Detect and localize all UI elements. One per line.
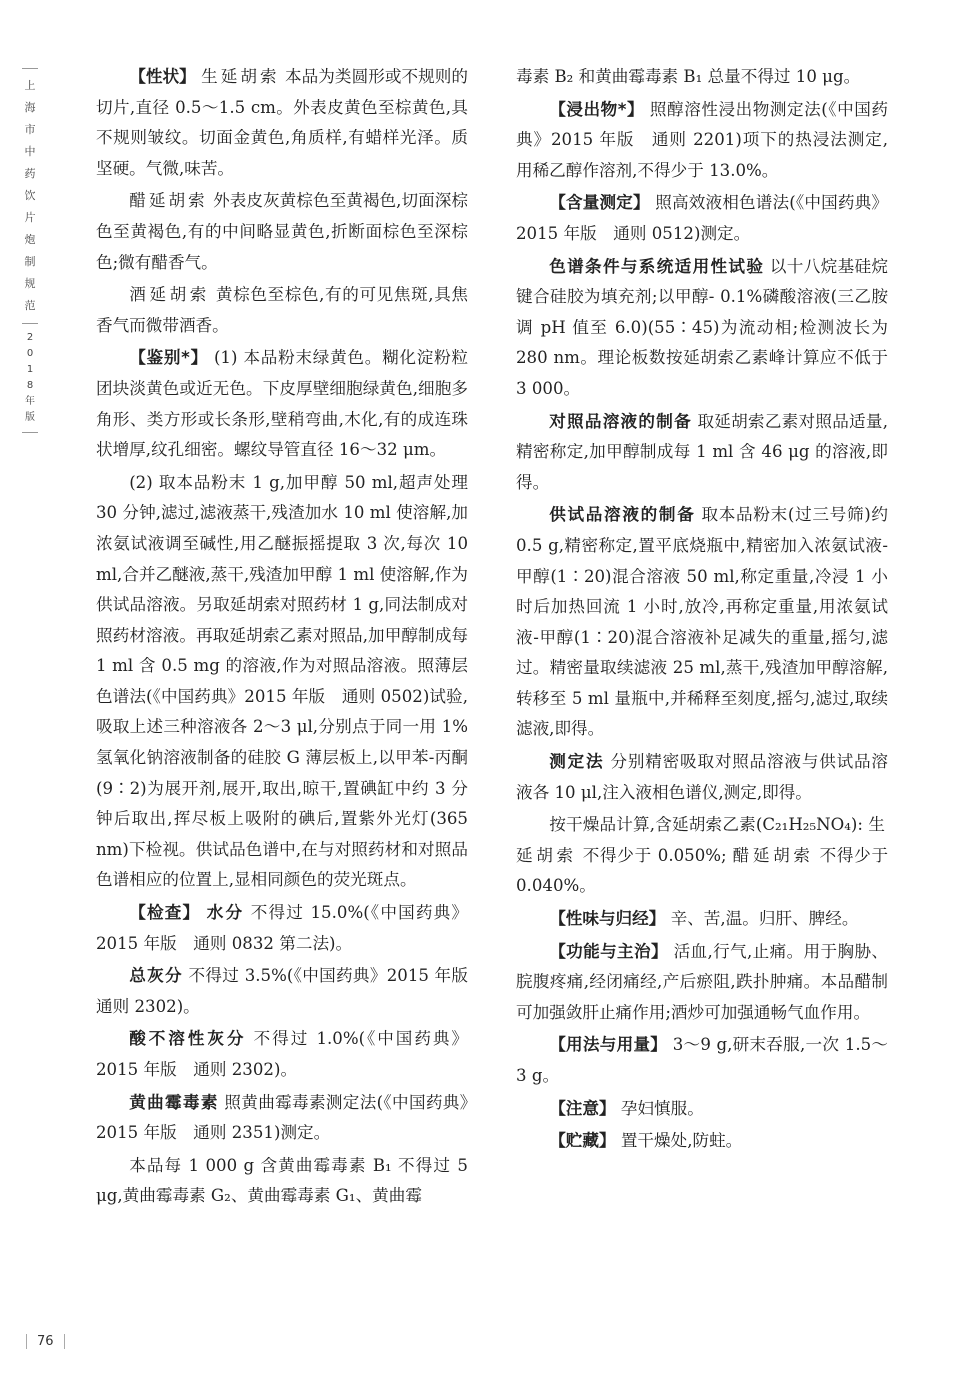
paragraph-shuifen: [96, 898, 468, 959]
section-heading: 【浸出物*】: [549, 99, 645, 119]
paragraph-xingzhuang: [96, 62, 468, 184]
divider: [22, 323, 38, 324]
item-label: 水分: [206, 903, 245, 923]
paragraph-cedingfa: [516, 747, 888, 808]
body-text: 不得少于 0.040%。: [516, 845, 889, 896]
paragraph-huangqu-limit: [96, 1151, 468, 1212]
sidebar-char: 范: [24, 299, 36, 312]
paragraph-suanbu: [96, 1024, 468, 1085]
running-header-vertical: [18, 62, 42, 439]
body-text: 取本品粉末(过三号筛)约 0.5 g,精密称定,置平底烧瓶中,精密加入浓氨试液-甲醇(1∶20)混合溶液 50 ml,称定重量,冷浸 1 小时后加热回流 1 小时,放冷,再称定重量,用浓氨试液-甲醇(1∶20)混合溶液补足减失的重量,摇匀,滤过。精密量取续滤液 25 ml,蒸干,残渣加甲醇溶解,转移至 5 ml 量瓶中,并稀释至刻度,摇匀,滤过,取续滤液,即得。: [516, 505, 889, 739]
paragraph-cuyan: [96, 186, 468, 278]
body-text: (2) 取本品粉末 1 g,加甲醇 50 ml,超声处理 30 分钟,滤过,滤液蒸干,残渣加水 10 ml 使溶解,加浓氨试液调至碱性,用乙醚振摇提取 3 次,每次 10 ml,合并乙醚液,蒸干,残渣加甲醇 1 ml 使溶解,作为供试品溶液。另取延胡索对照药材 1 g,同法制成对照药材溶液。再取延胡索乙素对照品,加甲醇制成每 1 ml 含 0.5 mg 的溶液,作为对照品溶液。照薄层色谱法(《中国药典》2015 年版 通则 0502)试验,吸取上述三种溶液各 2～3 μl,分别点于同一用 1%氢氧化钠溶液制备的硅胶 G 薄层板上,以甲苯-丙酮(9∶2)为展开剂,展开,取出,晾干,置碘缸中约 3 分钟后取出,挥尽板上吸附的碘后,置紫外光灯(365 nm)下检视。供试品色谱中,在与对照药材和对照品色谱相应的位置上,显相同颜色的荧光斑点。: [96, 472, 468, 890]
item-label: 酒延胡索: [129, 285, 211, 305]
sidebar-char: 片: [24, 211, 36, 224]
paragraph-sepu: [516, 252, 888, 405]
body-text: 不得少于 0.050%;: [582, 845, 727, 865]
section-heading: 【功能与主治】: [549, 941, 668, 961]
body-text: 辛、苦,温。归肝、脾经。: [670, 909, 859, 929]
paragraph-jinchu: [516, 95, 888, 187]
body-text: 孕妇慎服。: [620, 1098, 704, 1118]
body-text: 照黄曲霉毒素测定法(《中国药典》2015 年版 通则 2351)测定。: [96, 1092, 469, 1143]
paragraph-huangqu: [96, 1088, 468, 1149]
body-text: 分别精密吸取对照品溶液与供试品溶液各 10 μl,注入液相色谱仪,测定,即得。: [516, 752, 889, 802]
paragraph-huangqu-cont: [516, 62, 888, 93]
item-label: 总灰分: [129, 966, 183, 986]
sidebar-char: 上: [24, 79, 36, 92]
sidebar-char: 规: [24, 277, 36, 290]
edition-char: 2: [26, 332, 34, 343]
edition-char: 1: [26, 364, 34, 375]
body-text: 外表皮灰黄棕色至黄褐色,切面深棕色至黄褐色,有的中间略显黄色,折断面棕色至深棕色;微有醋香气。: [96, 191, 469, 272]
section-heading: 【性状】: [129, 67, 196, 86]
body-text: 活血,行气,止痛。用于胸胁、脘腹疼痛,经闭痛经,产后瘀阻,跌扑肿痛。本品醋制可加强敛肝止痛作用;酒炒可加强通畅气血作用。: [516, 941, 888, 1022]
page-number: 76: [26, 1334, 65, 1349]
body-text: 照高效液相色谱法(《中国药典》2015 年版 通则 0512)测定。: [516, 193, 889, 243]
section-heading: 【用法与用量】: [549, 1035, 668, 1055]
body-text: 以十八烷基硅烷键合硅胶为填充剂;以甲醇- 0.1%磷酸溶液(三乙胺调 pH 值至 6.0)(55∶45)为流动相;检测波长为 280 nm。理论板数按延胡索乙素峰计算应不低于 3 000。: [516, 256, 889, 398]
paragraph-ganzao: [516, 810, 888, 902]
body-text: 按干燥品计算,含延胡索乙素(C₂₁H₂₅NO₄):: [549, 815, 863, 835]
right-column: [516, 62, 888, 1159]
paragraph-xingwei: [516, 904, 888, 935]
divider: [22, 432, 38, 433]
item-label: 测定法: [549, 752, 605, 772]
item-label: 生延胡索: [201, 67, 280, 86]
body-text: 不得过 15.0%(《中国药典》2015 年版 通则 0832 第二法)。: [96, 903, 469, 953]
paragraph-zonghuifen: [96, 961, 485, 1022]
paragraph-jianbie-1: [96, 343, 468, 465]
body-text: 不得过 3.5%(《中国药典》2015 年版 通则 2302)。: [96, 966, 485, 1016]
body-text: 不得过 1.0%(《中国药典》2015 年版 通则 2302)。: [96, 1029, 468, 1079]
section-heading: 【检查】: [129, 903, 201, 923]
section-heading: 【贮藏】: [549, 1131, 616, 1151]
sidebar-char: 制: [24, 255, 36, 268]
sidebar-char: 中: [24, 145, 36, 158]
edition-char: 版: [25, 412, 35, 423]
paragraph-hanliang: [516, 188, 888, 249]
left-column: [96, 62, 485, 1214]
item-label: 对照品溶液的制备: [549, 411, 692, 431]
body-text: 毒素 B₂ 和黄曲霉毒素 B₁ 总量不得过 10 μg。: [516, 67, 861, 86]
sidebar-char: 药: [24, 167, 36, 180]
paragraph-yongfa: [516, 1030, 888, 1091]
section-heading: 【含量测定】: [549, 193, 650, 213]
paragraph-jianbie-2: [96, 468, 468, 896]
section-heading: 【鉴别*】: [129, 348, 208, 368]
item-label: 供试品溶液的制备: [549, 505, 696, 525]
paragraph-zhucang: [516, 1126, 888, 1157]
item-label: 醋延胡索: [732, 845, 814, 865]
body-text: 取延胡索乙素对照品适量,精密称定,加甲醇制成每 1 ml 含 46 μg 的溶液,即得。: [516, 411, 889, 492]
body-text: 置干燥处,防蛀。: [620, 1131, 743, 1151]
body-text: 3～9 g,研末吞服,一次 1.5～3 g。: [516, 1035, 888, 1085]
paragraph-duizhao: [516, 407, 888, 499]
item-label: 酸不溶性灰分: [129, 1029, 247, 1049]
paragraph-gongneng: [516, 937, 888, 1029]
edition-char: 8: [26, 380, 34, 391]
edition-char: 年: [25, 396, 35, 407]
edition-char: 0: [26, 348, 34, 359]
item-label: 黄曲霉毒素: [129, 1092, 219, 1112]
body-text: 本品每 1 000 g 含黄曲霉毒素 B₁ 不得过 5 μg,黄曲霉毒素 G₂、黄曲霉毒素 G₁、黄曲霉: [96, 1155, 468, 1206]
body-text: 本品为类圆形或不规则的切片,直径 0.5～1.5 cm。外表皮黄色至棕黄色,具不规则皱纹。切面金黄色,角质样,有蜡样光泽。质坚硬。气微,味苦。: [96, 67, 469, 178]
sidebar-char: 炮: [24, 233, 36, 246]
sidebar-char: 饮: [24, 189, 36, 202]
paragraph-gongshi: [516, 500, 888, 745]
section-heading: 【注意】: [549, 1098, 616, 1118]
section-heading: 【性味与归经】: [549, 909, 666, 929]
item-label: 色谱条件与系统适用性试验: [549, 256, 765, 276]
body-text: 照醇溶性浸出物测定法(《中国药典》2015 年版 通则 2201)项下的热浸法测定,用稀乙醇作溶剂,不得少于 13.0%。: [516, 99, 888, 180]
paragraph-zhuyi: [516, 1094, 888, 1125]
body-text: 黄棕色至棕色,有的可见焦斑,具焦香气而微带酒香。: [96, 285, 468, 335]
paragraph-jiuyan: [96, 280, 468, 341]
item-label: 生延胡索: [516, 815, 888, 865]
body-text: (1) 本品粉末绿黄色。糊化淀粉粒团块淡黄色或近无色。下皮厚壁细胞绿黄色,细胞多角形、类方形或长条形,壁稍弯曲,木化,有的成连珠状增厚,纹孔细密。螺纹导管直径 16～32 μm。: [96, 348, 468, 460]
sidebar-char: 市: [24, 123, 36, 136]
item-label: 醋延胡索: [129, 191, 208, 211]
sidebar-char: 海: [24, 101, 36, 114]
divider: [22, 68, 38, 69]
